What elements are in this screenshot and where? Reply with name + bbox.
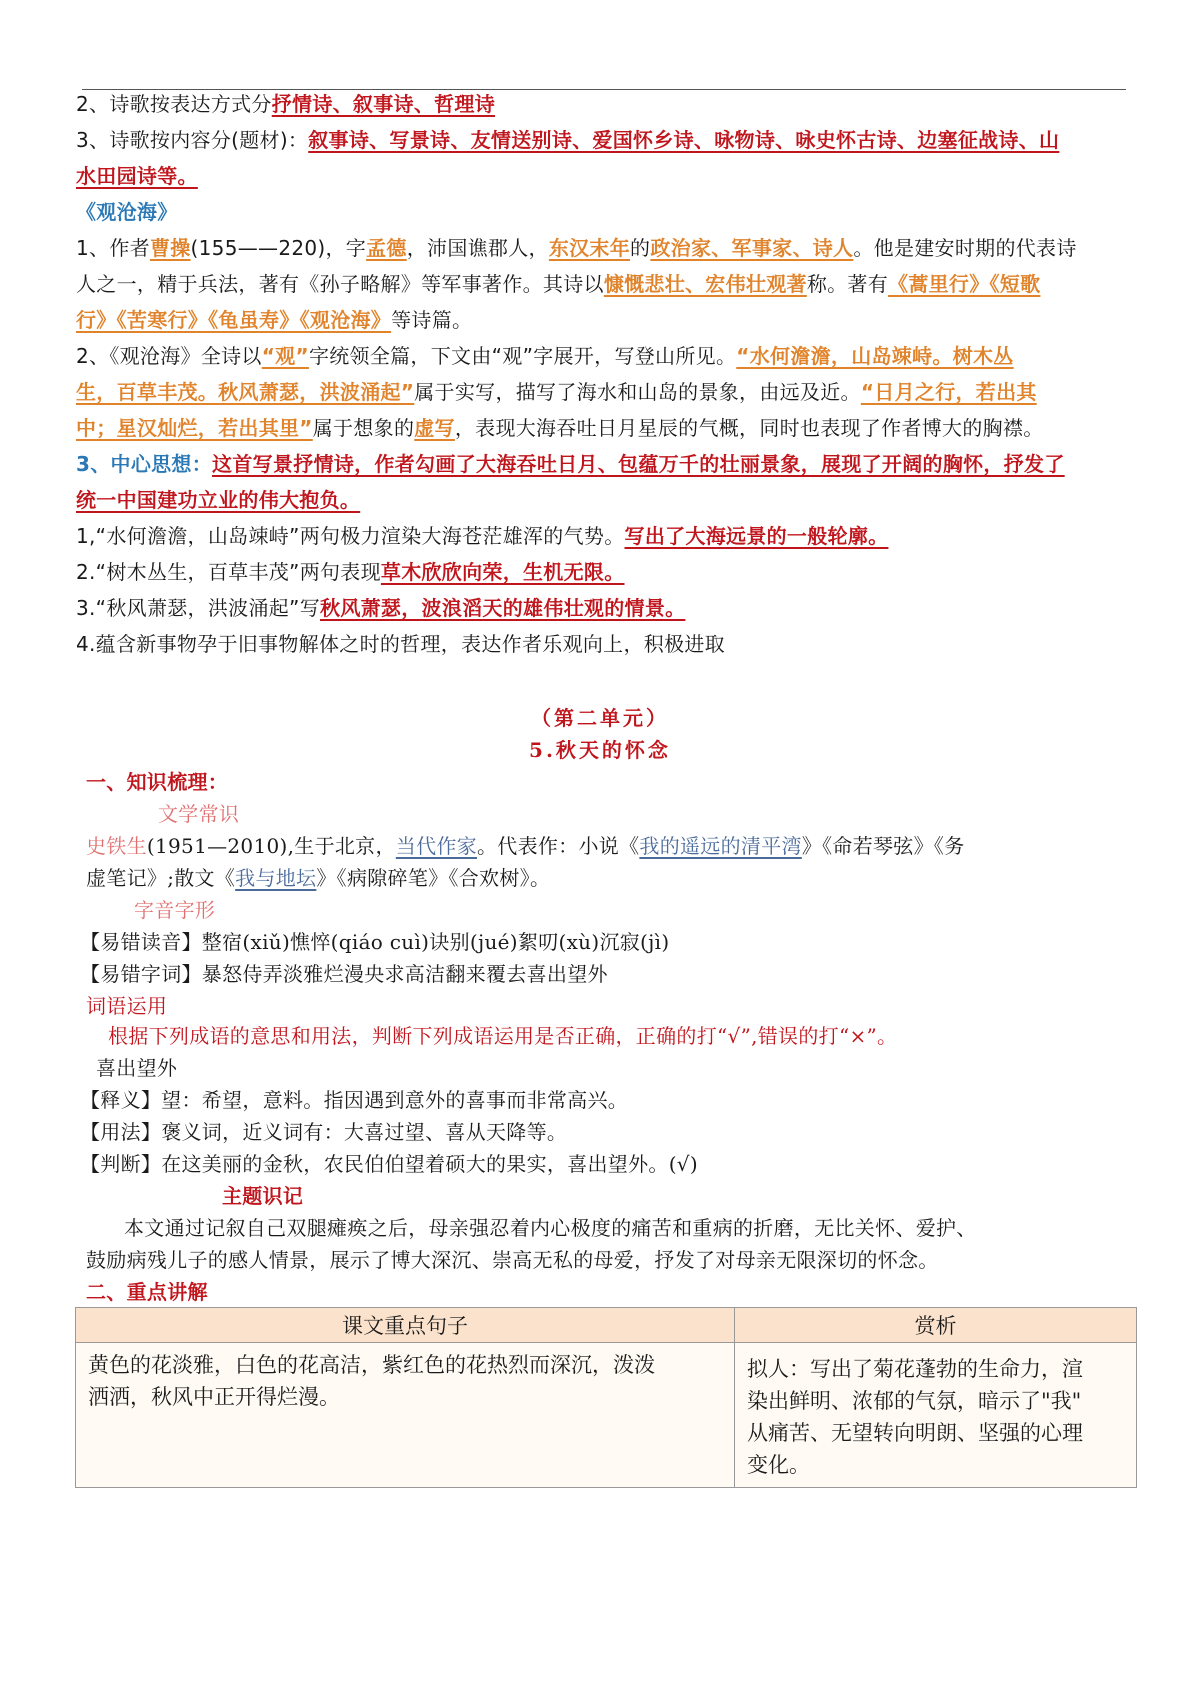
poetry-line-3-cont: 水田园诗等。 xyxy=(76,164,198,188)
word-usage-instruction: 根据下列成语的意思和用法，判断下列成语运用是否正确，正确的打“√”,错误的打“×”。 xyxy=(108,1024,898,1048)
author-intro-line1: 史铁生(1951—2010),生于北京，当代作家。代表作：小说《我的遥远的清平湾》《命若琴弦》《务 xyxy=(86,834,965,858)
table-header-row xyxy=(76,1308,1137,1343)
literary-knowledge-heading: 文学常识 xyxy=(158,802,240,826)
idiom-judgement: 【判断】在这美丽的金秋，农民伯伯望着硕大的果实，喜出望外。(√) xyxy=(80,1152,698,1176)
note-4: 4.蕴含新事物孕于旧事物解体之时的哲理，表达作者乐观向上，积极进取 xyxy=(76,632,725,656)
author-para-line1: 1、作者曹操(155——220)，字孟德，沛国谯郡人，东汉末年的政治家、军事家、诗人。他是建安时期的代表诗 xyxy=(76,236,1077,260)
key-sentence-cell xyxy=(76,1343,735,1488)
analysis-cell xyxy=(735,1343,1137,1488)
poetry-line-3: 3、诗歌按内容分(题材)：叙事诗、写景诗、友情送别诗、爱国怀乡诗、咏物诗、咏史怀古诗、边塞征战诗、山 xyxy=(76,128,1060,152)
table-header-analysis: 赏析 xyxy=(735,1308,1137,1343)
theme-heading: 主题识记 xyxy=(222,1184,304,1208)
note-3: 3.“秋风萧瑟，洪波涌起”写秋风萧瑟，波浪滔天的雄伟壮观的情景。 xyxy=(76,596,686,620)
theme-line1: 本文通过记叙自己双腿瘫痪之后，母亲强忍着内心极度的痛苦和重病的折磨，无比关怀、爱护、 xyxy=(124,1216,977,1240)
structure-para-line3: 中；星汉灿烂，若出其里”属于想象的虚写，表现大海吞吐日月星辰的气概，同时也表现了作者博大的胸襟。 xyxy=(76,416,1044,440)
analysis-line: 从痛苦、无望转向明朗、坚强的心理 xyxy=(747,1421,1083,1445)
table-row xyxy=(76,1343,1137,1488)
idiom-usage: 【用法】褒义词，近义词有：大喜过望、喜从天降等。 xyxy=(80,1120,568,1144)
analysis-line: 变化。 xyxy=(747,1453,810,1477)
author-para-line3: 行》《苦寒行》《龟虽寿》《观沧海》等诗篇。 xyxy=(76,308,473,332)
analysis-line: 染出鲜明、浓郁的气氛，暗示了"我" xyxy=(747,1389,1082,1413)
unit-heading: （第二单元） xyxy=(531,706,669,730)
section-key-points: 二、重点讲解 xyxy=(86,1280,208,1304)
structure-para-line1: 2、《观沧海》全诗以“观”字统领全篇，下文由“观”字展开，写登山所见。“水何澹澹，山岛竦峙。树木丛 xyxy=(76,344,1014,368)
key-sentence-table xyxy=(75,1307,1137,1488)
key-sentence-line: 黄色的花淡雅，白色的花高洁，紫红色的花热烈而深沉，泼泼 xyxy=(88,1353,655,1377)
structure-para-line2: 生，百草丰茂。秋风萧瑟，洪波涌起”属于实写，描写了海水和山岛的景象，由远及近。“日月之行，若出其 xyxy=(76,380,1037,404)
lesson-title: 5.秋天的怀念 xyxy=(529,738,671,762)
author-para-line2: 人之一，精于兵法，著有《孙子略解》等军事著作。其诗以慷慨悲壮、宏伟壮观著称。著有《蒿里行》《短歌 xyxy=(76,272,1041,296)
table-header-sentence: 课文重点句子 xyxy=(76,1308,735,1343)
idiom-meaning: 【释义】望：希望，意料。指因遇到意外的喜事而非常高兴。 xyxy=(80,1088,629,1112)
author-intro-line2: 虚笔记》;散文《我与地坛》《病隙碎笔》《合欢树》。 xyxy=(86,866,551,890)
word-usage-heading: 词语运用 xyxy=(86,994,168,1018)
analysis-line: 拟人：写出了菊花蓬勃的生命力，渲 xyxy=(747,1357,1083,1381)
note-2: 2.“树木丛生，百草丰茂”两句表现草木欣欣向荣，生机无限。 xyxy=(76,560,625,584)
section-knowledge: 一、知识梳理： xyxy=(86,770,229,794)
theme-line2: 鼓励病残儿子的感人情景，展示了博大深沉、崇高无私的母爱，抒发了对母亲无限深切的怀念。 xyxy=(86,1248,939,1272)
central-idea-line1: 3、中心思想：这首写景抒情诗，作者勾画了大海吞吐日月、包蕴万千的壮丽景象，展现了开阔的胸怀，抒发了 xyxy=(76,452,1065,476)
idiom: 喜出望外 xyxy=(96,1056,178,1080)
pronunciation-heading: 字音字形 xyxy=(134,898,216,922)
poem-title: 《观沧海》 xyxy=(76,200,178,224)
central-idea-line2: 统一中国建功立业的伟大抱负。 xyxy=(76,488,361,512)
key-sentence-line: 洒洒，秋风中正开得烂漫。 xyxy=(88,1385,340,1409)
poetry-line-2: 2、诗歌按表达方式分抒情诗、叙事诗、哲理诗 xyxy=(76,92,496,116)
note-1: 1,“水何澹澹，山岛竦峙”两句极力渲染大海苍茫雄浑的气势。写出了大海远景的一般轮廓。 xyxy=(76,524,889,548)
error-pronunciation: 【易错读音】整宿(xiǔ)憔悴(qiáo cuì)诀别(jué)絮叨(xù)沉寂(jì) xyxy=(80,930,670,954)
error-characters: 【易错字词】暴怒侍弄淡雅烂漫央求高洁翻来覆去喜出望外 xyxy=(80,962,608,986)
